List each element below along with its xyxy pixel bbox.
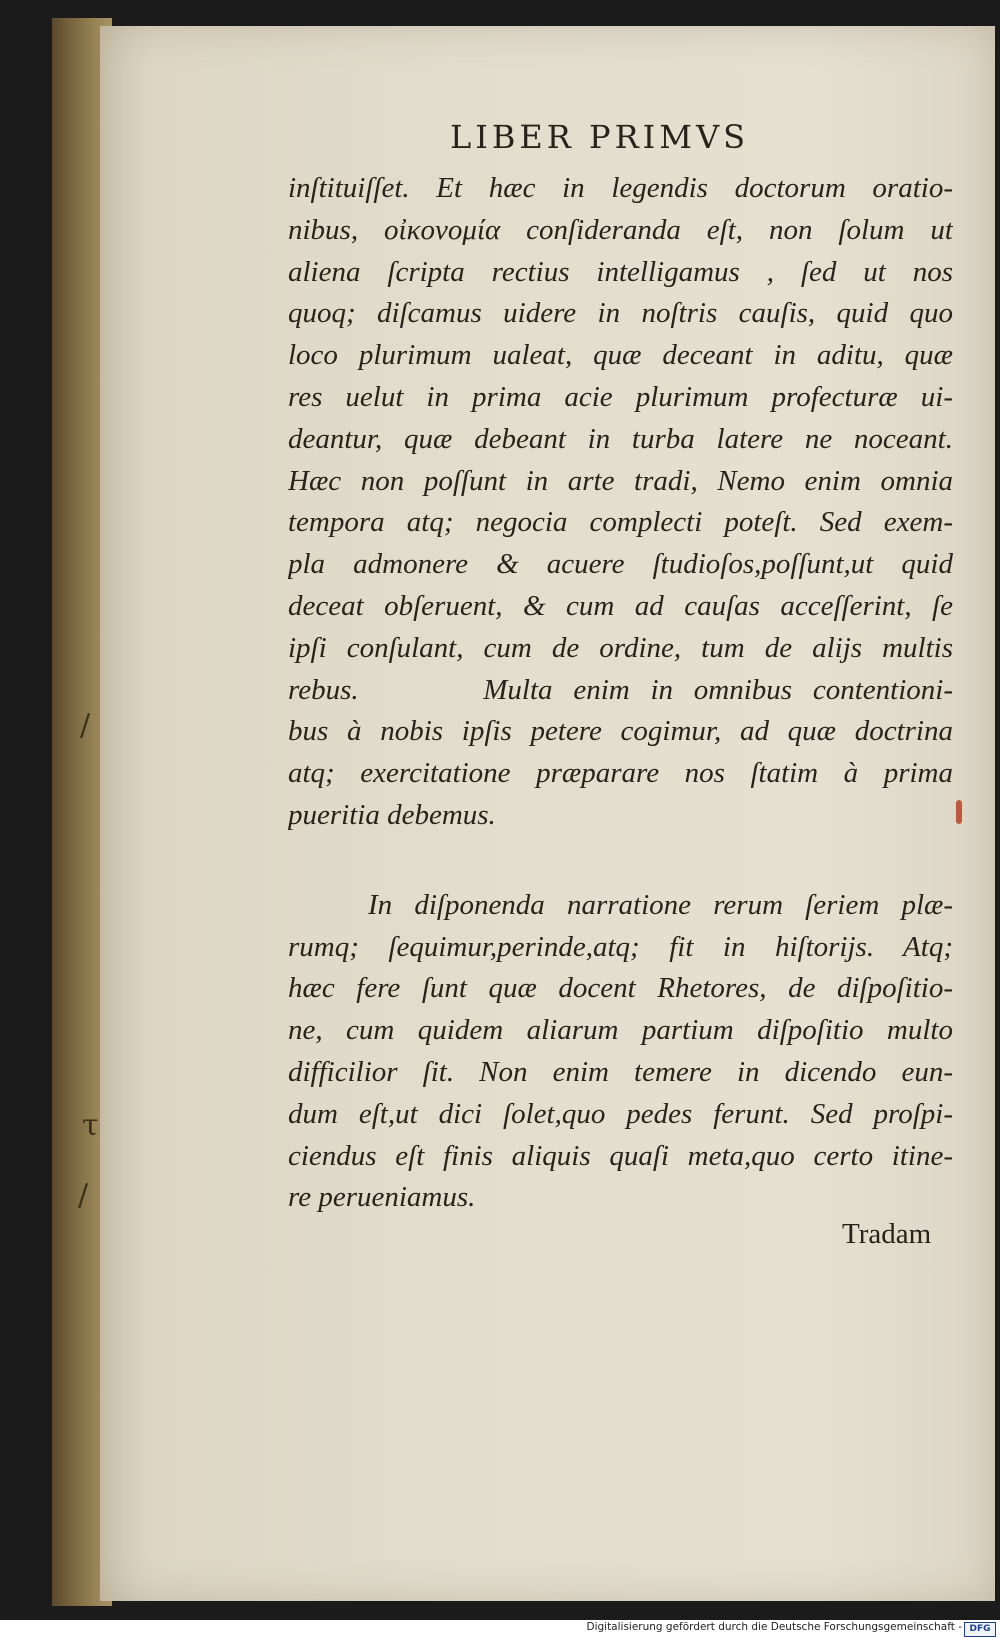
red-bookmark-mark (956, 800, 962, 824)
text-line: tempora atq; negocia complecti poteſt. Sed exem- (288, 506, 953, 539)
text-line: Hæc non poſſunt in arte tradi, Nemo enim omnia (288, 464, 953, 497)
text-line: ciendus eſt finis aliquis quaſi meta,quo certo itine- (288, 1139, 953, 1172)
paragraph-1 (288, 168, 953, 837)
text-line: hæc fere ſunt quæ docent Rhetores, de diſpoſitio- (288, 972, 953, 1005)
text-line: inſtituiſſet. Et hæc in legendis doctorum oratio- (288, 172, 953, 204)
binding-ink-mark: τ (82, 1108, 99, 1143)
text-line: pla admonere & acuere ſtudioſos,poſſunt,ut quid (288, 548, 953, 581)
text-line: difficilior ſit. Non enim temere in dicendo eun- (288, 1055, 953, 1088)
text-line: aliena ſcripta rectius intelligamus , ſed ut nos (288, 255, 953, 288)
dfg-logo-icon: DFG (964, 1622, 996, 1637)
text-line: ipſi conſulant, cum de ordine, tum de alijs multis (288, 631, 953, 664)
text-line: In diſponenda narratione rerum ſeriem plæ- (368, 888, 953, 921)
catchword: Tradam (842, 1218, 932, 1250)
text-line: atq; exercitatione præparare nos ſtatim à prima (288, 757, 953, 790)
binding-ink-mark: / (80, 708, 91, 743)
paragraph-2 (288, 885, 953, 1219)
text-line: rumq; ſequimur,perinde,atq; fit in hiſtorijs. Atq; (288, 930, 953, 963)
text-line: res uelut in prima acie plurimum profecturæ ui- (288, 380, 953, 413)
text-line: ne, cum quidem aliarum partium diſpoſitio multo (288, 1014, 953, 1047)
text-line: rebus. Multa enim in omnibus contentioni- (288, 673, 953, 706)
text-line: deantur, quæ debeant in turba latere ne noceant. (288, 422, 953, 455)
text-line: nibus, οἰκονομία conſideranda eſt, non ſolum ut (288, 213, 953, 246)
main-text (288, 168, 953, 1219)
text-line: quoq; diſcamus uidere in noſtris cauſis, quid quo (288, 297, 953, 330)
text-line: pueritia debemus. (288, 798, 496, 831)
text-line: deceat obſeruent, & cum ad cauſas acceſſerint, ſe (288, 589, 953, 622)
text-line: loco plurimum ualeat, quæ deceant in aditu, quæ (288, 339, 953, 372)
paragraph-gap (288, 837, 953, 885)
text-line: re perueniamus. (288, 1181, 476, 1214)
text-line: bus à nobis ipſis petere cogimur, ad quæ doctrina (288, 715, 953, 748)
text-line: dum eſt,ut dici ſolet,quo pedes ferunt. Sed proſpi- (288, 1097, 953, 1130)
footer-credit: Digitalisierung gefördert durch die Deutsche Forschungsgemeinschaft - (586, 1621, 962, 1633)
running-head: LIBER PRIMVS (450, 118, 750, 156)
binding-ink-mark: / (78, 1178, 89, 1213)
